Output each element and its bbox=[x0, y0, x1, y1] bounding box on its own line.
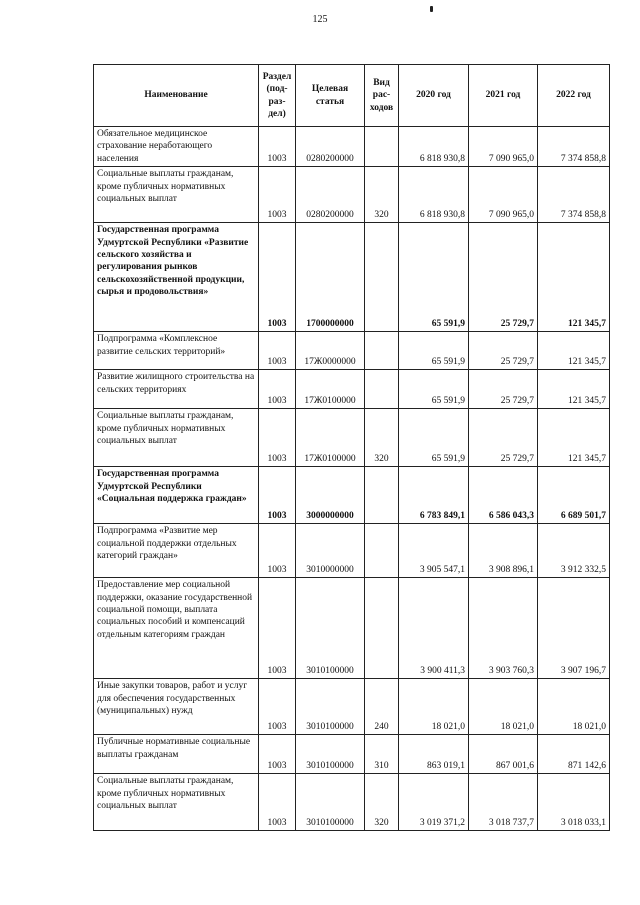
row-expense-type: 310 bbox=[365, 735, 399, 774]
row-expense-type bbox=[365, 127, 399, 167]
row-target: 3010100000 bbox=[296, 578, 365, 679]
row-value-2022: 6 689 501,7 bbox=[538, 467, 610, 524]
row-target: 17Ж0100000 bbox=[296, 409, 365, 467]
row-value-2021: 6 586 043,3 bbox=[469, 467, 538, 524]
header-name: Наименование bbox=[94, 65, 259, 127]
table-row bbox=[94, 167, 610, 223]
row-value-2020: 3 019 371,2 bbox=[399, 774, 469, 831]
row-value-2021: 867 001,6 bbox=[469, 735, 538, 774]
row-section: 1003 bbox=[259, 774, 296, 831]
row-name: Государственная программа Удмуртской Республики «Развитие сельского хозяйства и регулирования рынков сельскохозяйственной продукции, сырья и продовольствия» bbox=[94, 223, 259, 332]
header-2021: 2021 год bbox=[469, 65, 538, 127]
row-section: 1003 bbox=[259, 467, 296, 524]
row-value-2022: 121 345,7 bbox=[538, 223, 610, 332]
row-value-2020: 65 591,9 bbox=[399, 223, 469, 332]
row-expense-type bbox=[365, 578, 399, 679]
row-value-2020: 6 818 930,8 bbox=[399, 127, 469, 167]
row-expense-type: 240 bbox=[365, 679, 399, 735]
header-type: Вид рас- ходов bbox=[365, 65, 399, 127]
row-name: Социальные выплаты гражданам, кроме публичных нормативных социальных выплат bbox=[94, 409, 259, 467]
row-value-2022: 121 345,7 bbox=[538, 409, 610, 467]
row-value-2020: 6 818 930,8 bbox=[399, 167, 469, 223]
row-value-2020: 863 019,1 bbox=[399, 735, 469, 774]
row-expense-type bbox=[365, 467, 399, 524]
page-number: 125 bbox=[312, 14, 328, 25]
row-value-2021: 25 729,7 bbox=[469, 223, 538, 332]
row-value-2022: 7 374 858,8 bbox=[538, 127, 610, 167]
row-name: Предоставление мер социальной поддержки, оказание государственной социальной помощи, выплата социальных пособий и компенсаций отдельным категориям граждан bbox=[94, 578, 259, 679]
row-name: Иные закупки товаров, работ и услуг для обеспечения государственных (муниципальных) нужд bbox=[94, 679, 259, 735]
row-value-2022: 121 345,7 bbox=[538, 370, 610, 409]
table-row bbox=[94, 524, 610, 578]
row-section: 1003 bbox=[259, 679, 296, 735]
header-section: Раздел (под- раз- дел) bbox=[259, 65, 296, 127]
row-value-2020: 3 900 411,3 bbox=[399, 578, 469, 679]
header-2022: 2022 год bbox=[538, 65, 610, 127]
row-value-2020: 65 591,9 bbox=[399, 332, 469, 370]
budget-table bbox=[93, 64, 610, 831]
row-target: 3010100000 bbox=[296, 774, 365, 831]
row-target: 3000000000 bbox=[296, 467, 365, 524]
row-value-2021: 3 903 760,3 bbox=[469, 578, 538, 679]
row-name: Развитие жилищного строительства на сельских территориях bbox=[94, 370, 259, 409]
row-section: 1003 bbox=[259, 735, 296, 774]
row-value-2021: 3 018 737,7 bbox=[469, 774, 538, 831]
row-expense-type bbox=[365, 524, 399, 578]
table-row bbox=[94, 409, 610, 467]
row-target: 17Ж0000000 bbox=[296, 332, 365, 370]
table-row bbox=[94, 223, 610, 332]
row-section: 1003 bbox=[259, 167, 296, 223]
table-header-row bbox=[94, 65, 610, 127]
row-name: Государственная программа Удмуртской Республики «Социальная поддержка граждан» bbox=[94, 467, 259, 524]
row-value-2021: 25 729,7 bbox=[469, 409, 538, 467]
row-value-2021: 7 090 965,0 bbox=[469, 127, 538, 167]
row-section: 1003 bbox=[259, 578, 296, 679]
row-target: 3010100000 bbox=[296, 735, 365, 774]
row-value-2022: 3 018 033,1 bbox=[538, 774, 610, 831]
row-value-2021: 25 729,7 bbox=[469, 332, 538, 370]
row-expense-type bbox=[365, 223, 399, 332]
row-target: 1700000000 bbox=[296, 223, 365, 332]
row-value-2020: 65 591,9 bbox=[399, 409, 469, 467]
row-value-2020: 18 021,0 bbox=[399, 679, 469, 735]
row-value-2022: 871 142,6 bbox=[538, 735, 610, 774]
row-section: 1003 bbox=[259, 524, 296, 578]
row-name: Подпрограмма «Развитие мер социальной поддержки отдельных категорий граждан» bbox=[94, 524, 259, 578]
row-expense-type: 320 bbox=[365, 167, 399, 223]
row-name: Социальные выплаты гражданам, кроме публичных нормативных социальных выплат bbox=[94, 774, 259, 831]
row-target: 3010000000 bbox=[296, 524, 365, 578]
table-row bbox=[94, 679, 610, 735]
row-section: 1003 bbox=[259, 370, 296, 409]
row-name: Подпрограмма «Комплексное развитие сельских территорий» bbox=[94, 332, 259, 370]
row-value-2022: 121 345,7 bbox=[538, 332, 610, 370]
header-2020: 2020 год bbox=[399, 65, 469, 127]
row-value-2021: 18 021,0 bbox=[469, 679, 538, 735]
row-name: Социальные выплаты гражданам, кроме публичных нормативных социальных выплат bbox=[94, 167, 259, 223]
row-value-2022: 3 907 196,7 bbox=[538, 578, 610, 679]
row-expense-type: 320 bbox=[365, 774, 399, 831]
scan-speck bbox=[430, 6, 433, 12]
row-target: 3010100000 bbox=[296, 679, 365, 735]
row-name: Обязательное медицинское страхование неработающего населения bbox=[94, 127, 259, 167]
row-expense-type: 320 bbox=[365, 409, 399, 467]
row-section: 1003 bbox=[259, 409, 296, 467]
row-value-2022: 7 374 858,8 bbox=[538, 167, 610, 223]
row-value-2020: 3 905 547,1 bbox=[399, 524, 469, 578]
row-value-2022: 3 912 332,5 bbox=[538, 524, 610, 578]
table-row bbox=[94, 370, 610, 409]
row-expense-type bbox=[365, 332, 399, 370]
header-target: Целевая статья bbox=[296, 65, 365, 127]
row-value-2021: 7 090 965,0 bbox=[469, 167, 538, 223]
row-target: 0280200000 bbox=[296, 167, 365, 223]
row-value-2022: 18 021,0 bbox=[538, 679, 610, 735]
row-section: 1003 bbox=[259, 332, 296, 370]
row-value-2020: 65 591,9 bbox=[399, 370, 469, 409]
row-target: 0280200000 bbox=[296, 127, 365, 167]
table-row bbox=[94, 735, 610, 774]
row-expense-type bbox=[365, 370, 399, 409]
table-row bbox=[94, 774, 610, 831]
table-row bbox=[94, 332, 610, 370]
row-value-2021: 25 729,7 bbox=[469, 370, 538, 409]
row-name: Публичные нормативные социальные выплаты гражданам bbox=[94, 735, 259, 774]
table-row bbox=[94, 467, 610, 524]
row-target: 17Ж0100000 bbox=[296, 370, 365, 409]
row-section: 1003 bbox=[259, 127, 296, 167]
row-section: 1003 bbox=[259, 223, 296, 332]
table-row bbox=[94, 578, 610, 679]
row-value-2021: 3 908 896,1 bbox=[469, 524, 538, 578]
row-value-2020: 6 783 849,1 bbox=[399, 467, 469, 524]
table-row bbox=[94, 127, 610, 167]
